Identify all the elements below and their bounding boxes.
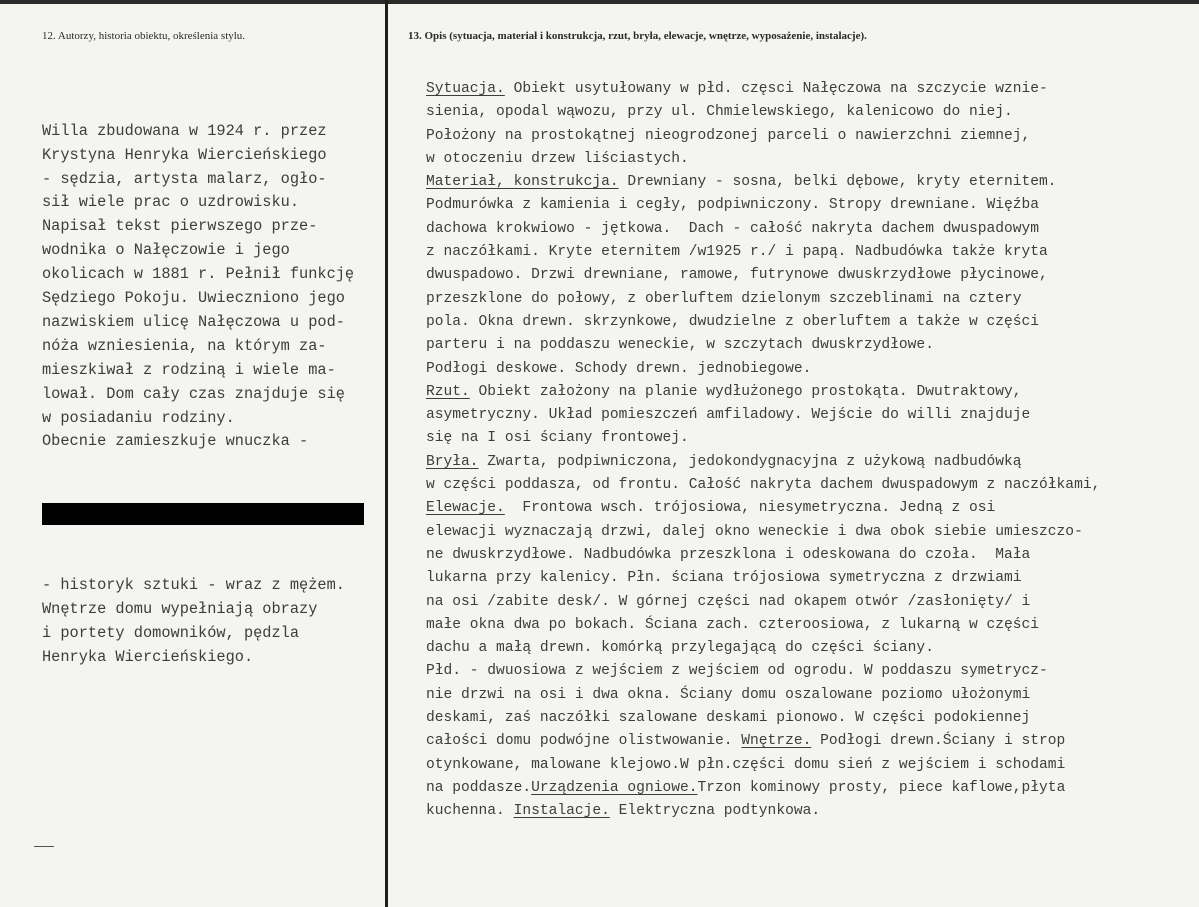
line-text: na osi /zabite desk/. W górnej części nad okapem otwór /zasłonięty/ i <box>426 593 1031 610</box>
section-heading: Urządzenia ogniowe. <box>531 779 698 796</box>
description-line <box>426 78 1196 101</box>
line-text: dwuspadowo. Drzwi drewniane, ramowe, futrynowe dwuskrzydłowe płycinowe, <box>426 267 1048 284</box>
text-line: sił wiele prac o uzdrowisku. <box>42 193 300 212</box>
text-line: okolicach w 1881 r. Pełnił funkcję <box>42 265 355 284</box>
description-line <box>426 218 1196 241</box>
text-line: nóża wzniesienia, na którym za- <box>42 336 327 355</box>
line-text: Położony na prostokątnej nieogrodzonej parceli o nawierzchni ziemnej, <box>426 127 1031 144</box>
description-line <box>426 544 1196 567</box>
description-line <box>426 171 1196 194</box>
line-text: Podłogi deskowe. Schody drewn. jednobiegowe. <box>426 360 812 377</box>
description-line <box>426 777 1196 800</box>
section-12-header: 12. Autorzy, historia obiektu, określenia stylu. <box>42 30 246 42</box>
line-text: lukarna przy kalenicy. Płn. ściana trójosiowa symetryczna z drzwiami <box>426 570 1022 587</box>
line-text: małe okna dwa po bokach. Ściana zach. czteroosiowa, z lukarną w części <box>426 616 1040 633</box>
line-text: deskami, zaś naczółki szalowane deskami pionowo. W części podokiennej <box>426 710 1031 727</box>
text-line: Willa zbudowana w 1924 r. przez <box>42 121 327 140</box>
description-line <box>426 381 1196 404</box>
text-line: Henryka Wiercieńskiego. <box>42 647 254 666</box>
line-text: elewacji wyznaczają drzwi, dalej okno weneckie i dwa obok siebie umieszczo- <box>426 523 1083 540</box>
description-line <box>426 241 1196 264</box>
text-line: Sędziego Pokoju. Uwieczniono jego <box>42 289 345 308</box>
section-heading: Sytuacja. <box>426 81 505 97</box>
description-line <box>426 125 1196 148</box>
line-text: ne dwuskrzydłowe. Nadbudówka przeszklona i odeskowana do czoła. Mała <box>426 546 1031 563</box>
text-line: w posiadaniu rodziny. <box>42 408 235 427</box>
text-line: Obecnie zamieszkuje wnuczka - <box>42 432 309 451</box>
section-heading: Materiał, konstrukcja. <box>426 174 619 191</box>
line-text: w części poddasza, od frontu. Całość nakryta dachem dwuspadowym z naczółkami, <box>426 477 1101 494</box>
description-column <box>426 78 1196 824</box>
column-divider <box>385 0 388 907</box>
section-heading: Wnętrze. <box>741 733 812 750</box>
line-text: asymetryczny. Układ pomieszczeń amfiladowy. Wejście do willi znajduje <box>426 407 1031 424</box>
description-line <box>426 194 1196 217</box>
section-13-header: 13. Opis (sytuacja, materiał i konstrukcja, rzut, bryła, elewacje, wnętrze, wyposażenie, instalacje). <box>408 30 867 42</box>
history-column <box>42 72 382 717</box>
line-text: w otoczeniu drzew liściastych. <box>426 150 689 167</box>
description-line <box>426 521 1196 544</box>
line-text: na poddasze. <box>426 779 532 796</box>
description-line <box>426 567 1196 590</box>
line-text: Trzon kominowy prosty, piece kaflowe,płyta <box>697 779 1066 796</box>
line-text: dachowa krokwiowo - jętkowa. Dach - całość nakryta dachem dwuspadowym <box>426 220 1040 237</box>
text-line: i portety domowników, pędzla <box>42 623 300 642</box>
text-line: mieszkiwał z rodziną i wiele ma- <box>42 360 336 379</box>
text-line: wodnika o Nałęczowie i jego <box>42 241 290 260</box>
description-line <box>426 754 1196 777</box>
text-line: - historyk sztuki - wraz z mężem. <box>42 575 345 594</box>
description-line <box>426 427 1196 450</box>
line-text: dachu a małą drewn. komórką przylegającą do części ściany. <box>426 640 934 657</box>
description-line <box>426 660 1196 683</box>
text-line: Wnętrze domu wypełniają obrazy <box>42 599 318 618</box>
line-text: Zwarta, podpiwniczona, jedokondygnacyjna z użykową nadbudówką <box>478 453 1022 470</box>
description-line <box>426 264 1196 287</box>
section-heading: Rzut. <box>426 383 470 400</box>
line-text: parteru i na poddaszu weneckie, w szczytach dwuskrzydłowe. <box>426 337 934 354</box>
redaction-bar <box>42 503 364 525</box>
line-text: otynkowane, malowane klejowo.W płn.części domu sień z wejściem i schodami <box>426 756 1066 773</box>
text-line: nazwiskiem ulicę Nałęczowa u pod- <box>42 312 345 331</box>
history-text-after <box>42 574 382 670</box>
line-text: Elektryczna podtynkowa. <box>609 803 821 820</box>
history-text-before <box>42 120 382 454</box>
line-text: Obiekt założony na planie wydłużonego prostokąta. Dwutraktowy, <box>469 383 1022 400</box>
section-heading: Elewacje. <box>426 500 505 517</box>
line-text: całości domu podwójne olistwowanie. <box>426 733 742 750</box>
line-text: Podmurówka z kamienia i cegły, podpiwniczony. Stropy drewniane. Więźba <box>426 197 1040 214</box>
description-line <box>426 404 1196 427</box>
text-line: Napisał tekst pierwszego prze- <box>42 217 318 236</box>
line-text: nie drzwi na osi i dwa okna. Ściany domu oszalowane poziomo ułożonymi <box>426 686 1031 703</box>
line-text: z naczółkami. Kryte eternitem /w1925 r./ i papą. Nadbudówka także kryta <box>426 244 1048 261</box>
line-text: Frontowa wsch. trójosiowa, niesymetryczna. Jedną z osi <box>504 500 996 517</box>
description-line <box>426 637 1196 660</box>
description-line <box>426 101 1196 124</box>
description-line <box>426 591 1196 614</box>
margin-mark <box>34 846 54 847</box>
description-line <box>426 358 1196 381</box>
top-border <box>0 0 1199 4</box>
line-text: kuchenna. <box>426 803 514 820</box>
text-line: - sędzia, artysta malarz, ogło- <box>42 169 327 188</box>
description-line <box>426 497 1196 520</box>
description-line <box>426 707 1196 730</box>
section-heading: Bryła. <box>426 453 479 470</box>
text-line: lował. Dom cały czas znajduje się <box>42 384 345 403</box>
description-line <box>426 474 1196 497</box>
description-line <box>426 148 1196 171</box>
description-line <box>426 730 1196 753</box>
line-text: pola. Okna drewn. skrzynkowe, dwudzielne z oberluftem a także w części <box>426 313 1040 330</box>
section-heading: Instalacje. <box>513 803 610 820</box>
line-text: się na I osi ściany frontowej. <box>426 430 689 447</box>
description-line <box>426 451 1196 474</box>
description-line <box>426 800 1196 823</box>
line-text: Obiekt usytułowany w płd. częsci Nałęczowa na szczycie wznie- <box>504 81 1048 97</box>
line-text: Podłogi drewn.Ściany i strop <box>811 733 1066 750</box>
description-line <box>426 684 1196 707</box>
line-text: przeszklone do połowy, z oberluftem dzielonym szczeblinami na cztery <box>426 290 1022 307</box>
description-line <box>426 311 1196 334</box>
description-line <box>426 288 1196 311</box>
description-line <box>426 334 1196 357</box>
line-text: Drewniany - sosna, belki dębowe, kryty eternitem. <box>618 174 1057 191</box>
text-line: Krystyna Henryka Wiercieńskiego <box>42 145 327 164</box>
line-text: sienia, opodal wąwozu, przy ul. Chmielewskiego, kalenicowo do niej. <box>426 104 1013 121</box>
description-line <box>426 614 1196 637</box>
line-text: Płd. - dwuosiowa z wejściem z wejściem od ogrodu. W poddaszu symetrycz- <box>426 663 1048 680</box>
